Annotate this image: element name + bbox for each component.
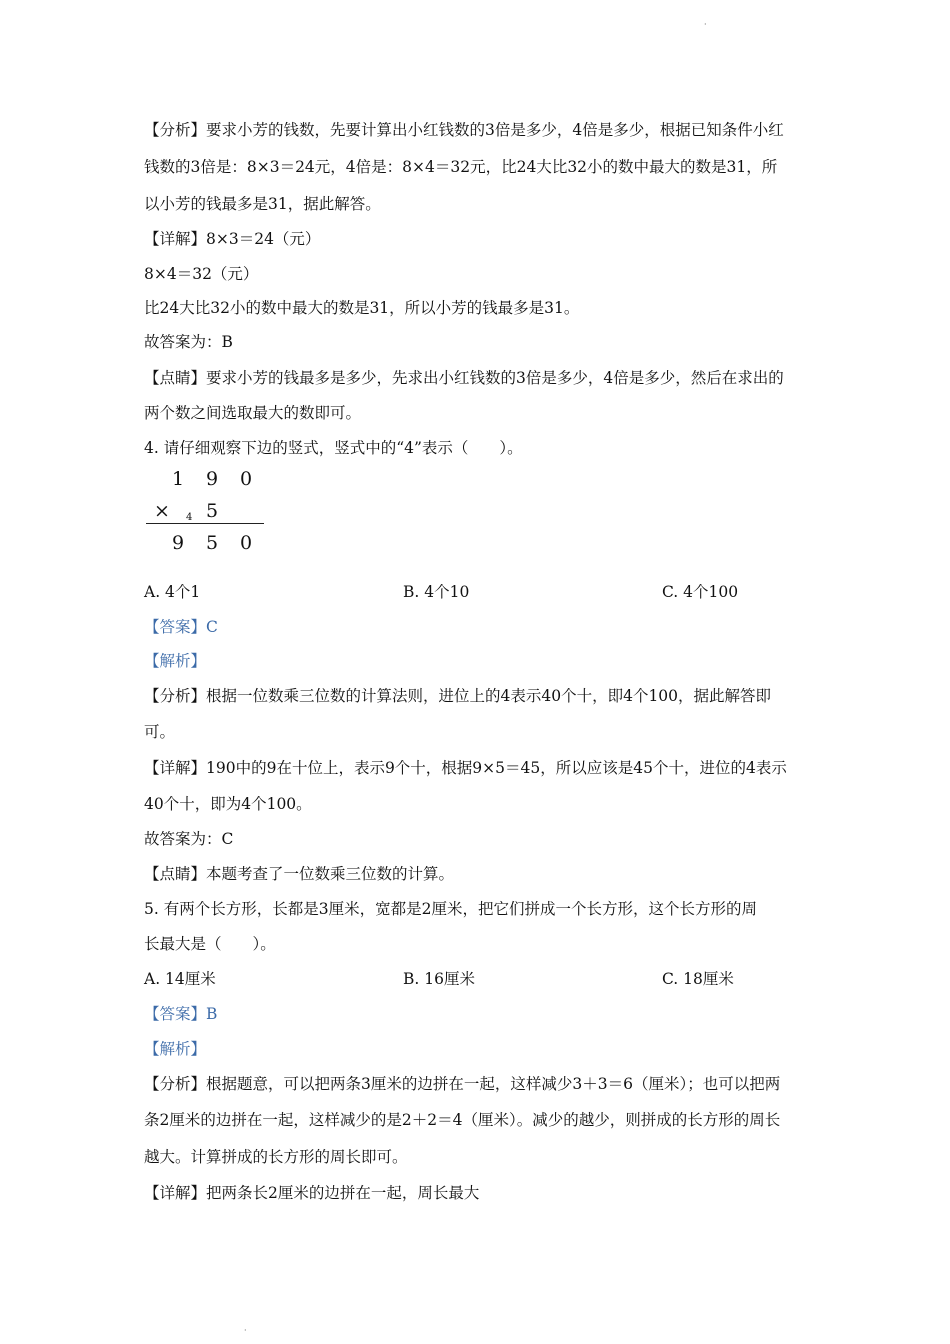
q4-option-b: B. 4个10	[403, 583, 470, 601]
tip-line-1: 【点睛】要求小芳的钱最多是多少，先求出小红钱数的3倍是多少，4倍是多少，然后在求出的	[144, 369, 784, 387]
q4-option-c: C. 4个100	[662, 583, 739, 601]
result-digit: 0	[240, 532, 253, 554]
result-digit: 9	[172, 532, 185, 554]
vert-digit: 9	[206, 468, 219, 490]
q5-detail: 【详解】把两条长2厘米的边拼在一起，周长最大	[144, 1184, 480, 1202]
analysis-line-1: 【分析】要求小芳的钱数，先要计算出小红钱数的3倍是多少，4倍是多少，根据已知条件小红	[144, 121, 784, 139]
vert-digit: 1	[172, 468, 185, 490]
q4-answer: 【答案】C	[144, 618, 218, 636]
detail-line-3: 比24大比32小的数中最大的数是31，所以小芳的钱最多是31。	[144, 299, 580, 317]
analysis-line-2: 钱数的3倍是：8×3＝24元，4倍是：8×4＝32元，比24大比32小的数中最大的数是31，所	[144, 158, 778, 176]
question-5-line-2: 长最大是（ ）。	[144, 935, 276, 953]
q4-detail-1: 【详解】190中的9在十位上，表示9个十，根据9×5＝45，所以应该是45个十，进位的4表示	[144, 759, 787, 777]
q5-option-b: B. 16厘米	[403, 970, 475, 988]
vert-digit: 0	[240, 468, 253, 490]
q4-jiexi: 【解析】	[144, 652, 207, 670]
detail-line-2: 8×4＝32（元）	[144, 265, 259, 283]
answer-line: 故答案为：B	[144, 333, 233, 351]
q5-analysis-1: 【分析】根据题意，可以把两条3厘米的边拼在一起，这样减少3＋3＝6（厘米）；也可以把两	[144, 1075, 781, 1093]
result-digit: 5	[206, 532, 219, 554]
footer-dot: ·	[244, 1326, 247, 1335]
q5-analysis-3: 越大。计算拼成的长方形的周长即可。	[144, 1148, 408, 1166]
q5-jiexi: 【解析】	[144, 1040, 207, 1058]
q4-result: 故答案为：C	[144, 830, 234, 848]
q5-analysis-2: 条2厘米的边拼在一起，这样减少的是2＋2＝4（厘米）。减少的越少，则拼成的长方形的周长	[144, 1111, 781, 1129]
header-dot: ·	[704, 20, 707, 29]
q5-option-a: A. 14厘米	[144, 970, 216, 988]
q4-analysis-1: 【分析】根据一位数乘三位数的计算法则，进位上的4表示40个十，即4个100，据此解答即	[144, 687, 772, 705]
multiplier-digit: 5	[206, 500, 219, 522]
q4-analysis-2: 可。	[144, 723, 176, 741]
analysis-line-3: 以小芳的钱最多是31，据此解答。	[144, 195, 381, 213]
question-5-line-1: 5. 有两个长方形，长都是3厘米，宽都是2厘米，把它们拼成一个长方形，这个长方形的周	[144, 900, 757, 918]
tip-line-2: 两个数之间选取最大的数即可。	[144, 404, 362, 422]
q4-tip: 【点睛】本题考查了一位数乘三位数的计算。	[144, 865, 455, 883]
question-4: 4. 请仔细观察下边的竖式，竖式中的“4”表示（ ）。	[144, 439, 523, 457]
q5-answer: 【答案】B	[144, 1005, 218, 1023]
q4-detail-2: 40个十，即为4个100。	[144, 795, 312, 813]
detail-line-1: 【详解】8×3＝24（元）	[144, 230, 321, 248]
times-sign: ×	[154, 500, 170, 522]
carry-digit: 4	[186, 512, 193, 523]
q5-option-c: C. 18厘米	[662, 970, 734, 988]
vertical-rule	[146, 523, 264, 524]
q4-option-a: A. 4个1	[144, 583, 201, 601]
